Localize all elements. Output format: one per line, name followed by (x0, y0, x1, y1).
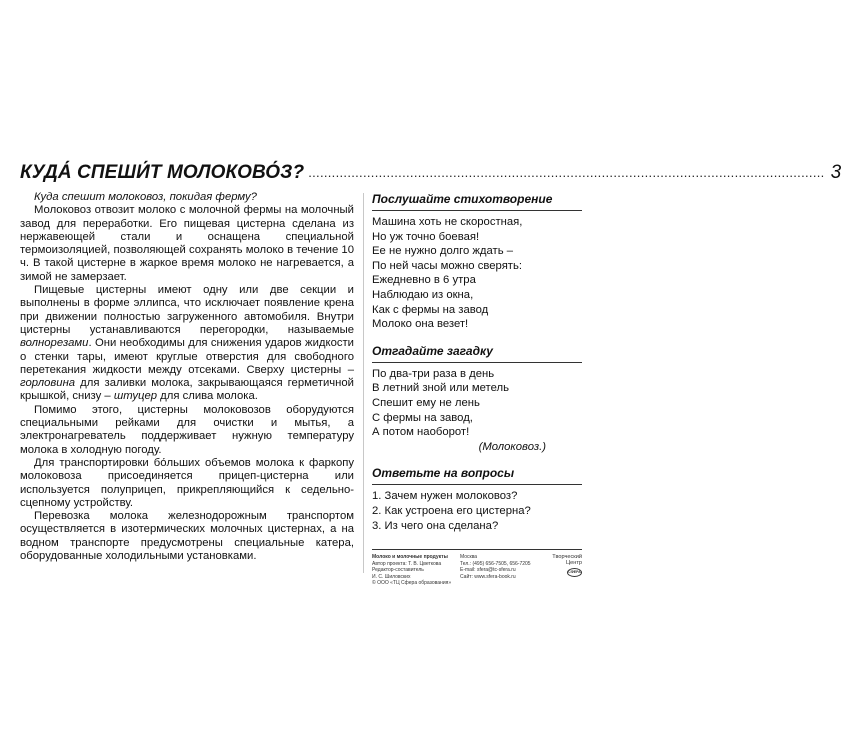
imprint-phone: Тел.: (495) 656-7505, 656-7205 (460, 560, 531, 567)
riddle-line: В летний зной или метель (372, 382, 509, 395)
poem-line: Машина хоть не скоростная, (372, 216, 523, 228)
article-paragraph-1: Молоковоз отвозит молоко с молочной фермы на молочный завод для переработки. Его пищевая цистерна сделана из нержавеющей стали и оснащена специальной термоизоляцией, позволяющей сохранять молоко в течение 10 ч. В такой цистерне в жаркое время молоко не нагревается, а зимой не замерзает. (20, 204, 354, 283)
riddle-line: А потом наоборот! (372, 426, 470, 439)
title-leader-dots: .................................................................................................................................... (308, 165, 825, 180)
imprint-copyright: © ООО «ТЦ Сфера образования» (372, 580, 452, 587)
poem-line: Молоко она везет! (372, 318, 469, 331)
text-run: для слива молока. (157, 390, 258, 403)
questions-heading: Ответьте на вопросы (372, 466, 582, 485)
article-intro (20, 191, 354, 204)
logo-line-1: Творческий (552, 554, 582, 560)
imprint-editor-name: И. С. Шиловских (372, 573, 411, 580)
question-item: 3. Из чего она сделана? (372, 519, 499, 532)
poem-line: Как с фермы на завод (372, 303, 489, 316)
article-paragraph-3: Помимо этого, цистерны молоковозов оборудуются специальными рейками для очистки и мытья, а электронагреватель поддерживает нужную температуру молока в холодную погоду. (20, 403, 354, 456)
text-run: Пищевые цистерны имеют одну или две секции и выполнены в форме эллипса, что исключает появление крена при движении полностью загруженного автомобиля. Внутри цистерны устанавливаются перегородки, называемые (20, 284, 354, 336)
term-neck: горловина (20, 377, 76, 390)
question-item: 1. Зачем нужен молоковоз? (372, 490, 518, 503)
article-paragraph-2 (20, 284, 354, 404)
imprint-city: Москва (460, 554, 478, 560)
imprint-email: E-mail: sfera@tc-sfera.ru (460, 567, 516, 574)
question-item: 2. Как устроена его цистерна? (372, 504, 531, 517)
column-divider (363, 193, 364, 573)
imprint-editor-role: Редактор-составитель (372, 567, 424, 574)
article-text (20, 191, 354, 563)
term-wave-breakers: волнорезами (20, 337, 89, 350)
imprint-site: Сайт: www.sfera-book.ru (460, 573, 516, 580)
publisher-logo (548, 554, 582, 587)
poem-line: Наблюдаю из окна, (372, 288, 474, 301)
riddle-section (372, 344, 582, 455)
sidebar (372, 192, 582, 545)
article-paragraph-4: Для транспортировки бо́льших объемов молока к фаркопу молоковоза присоединяется прицеп-цистерна или используется полуприцеп, прикрепляющийся к седельно-сцепному устройству. (20, 456, 354, 509)
article-intro-question: Куда спешит молоковоз, покидая ферму? (34, 191, 257, 203)
questions-section (372, 466, 582, 533)
poem-line: Ежедневно в 6 утра (372, 274, 476, 287)
page-header (20, 160, 841, 184)
riddle-line: С фермы на завод, (372, 411, 473, 424)
imprint-series: Молоко и молочные продукты (372, 554, 448, 560)
poem-section (372, 192, 582, 332)
poem-line: По ней часы можно сверять: (372, 259, 523, 272)
poem-heading: Послушайте стихотворение (372, 192, 582, 211)
riddle-line: По два-три раза в день (372, 367, 495, 380)
term-fitting: штуцер (113, 390, 158, 403)
riddle-answer: (Молоковоз.) (478, 440, 546, 453)
poem-line: Но уж точно боевая! (372, 230, 480, 243)
page-number: 3 (830, 162, 841, 183)
imprint-credits (372, 554, 460, 587)
imprint-contacts (460, 554, 548, 587)
publisher-imprint (372, 549, 582, 587)
sfera-logo-icon: СФЕРА (567, 568, 582, 577)
text-run: . Они необходимы для снижения ударов жидкости о стенки тары, имеют круглые отверстия для свободного перетекания жидкости между отсеками. Сверху цистерны – (20, 337, 354, 376)
article-paragraph-5: Перевозка молока железнодорожным транспортом осуществляется в изотермических молочных цистернах, а на водном транспорте предусмотрены специальные катера, оборудованные холодильными установками. (20, 510, 354, 563)
poem-line: Ее не нужно долго ждать – (372, 245, 514, 258)
riddle-line: Спешит ему не лень (372, 396, 480, 409)
text-run: для заливки молока, закрывающаяся герметичной крышкой, снизу – (20, 377, 354, 403)
riddle-heading: Отгадайте загадку (372, 344, 582, 363)
page-title: КУДА́ СПЕШИ́Т МОЛОКОВО́З? (20, 162, 305, 183)
imprint-author: Автор проекта: Т. В. Цветкова (372, 560, 442, 567)
logo-line-2: Центр (565, 560, 582, 567)
